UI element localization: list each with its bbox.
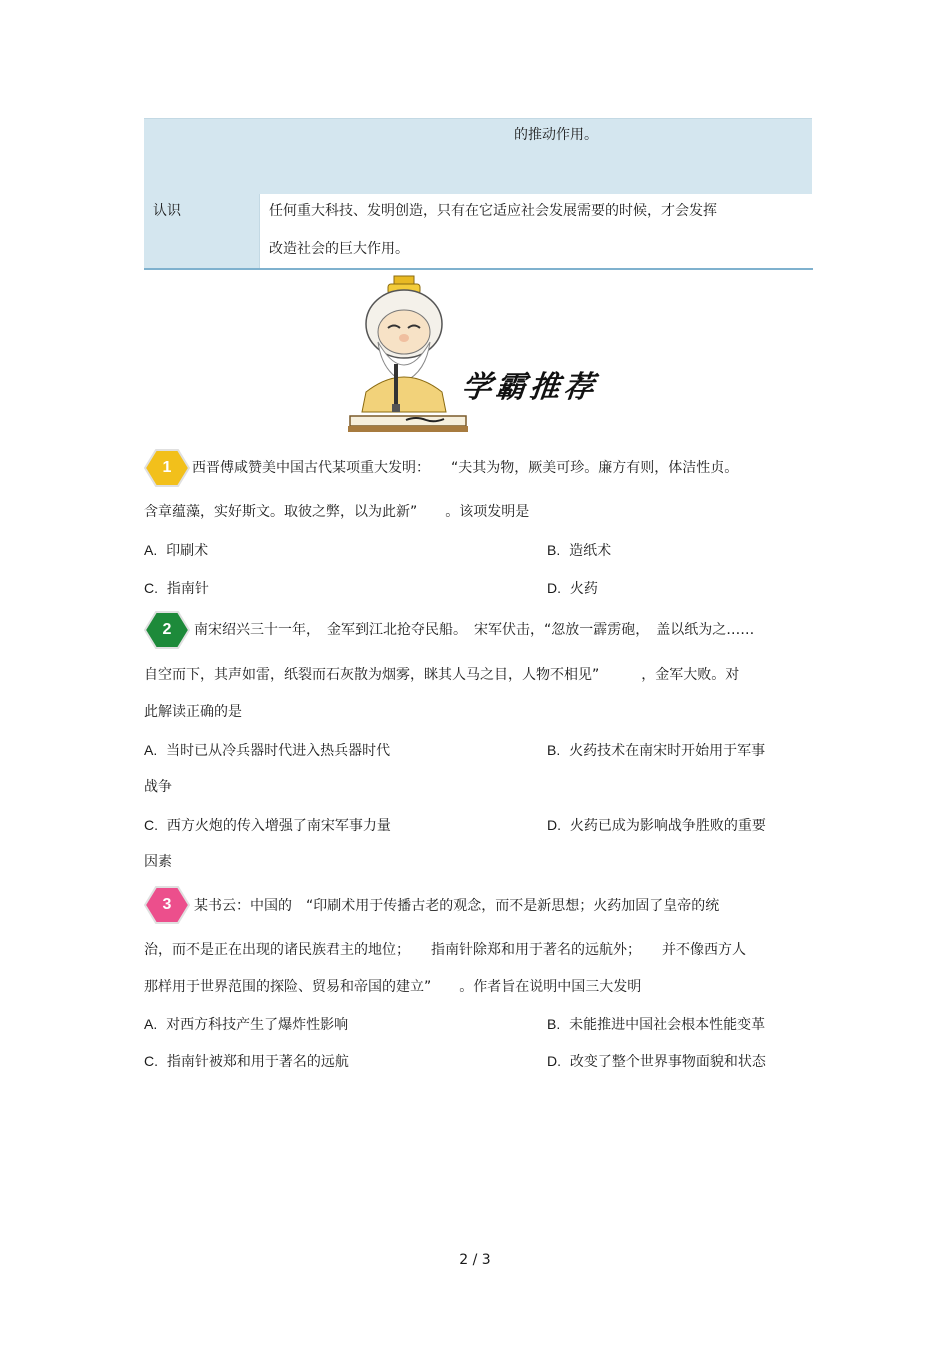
option-letter: D. — [547, 580, 561, 596]
table-divider — [259, 194, 260, 268]
page-number: 2 / 3 — [459, 1252, 491, 1268]
option-text: 对西方科技产生了爆炸性影响 — [166, 1017, 349, 1033]
table-label: 认识 — [153, 203, 181, 219]
option-text: 造纸术 — [569, 543, 612, 559]
option-a — [144, 540, 208, 561]
option-d — [547, 1051, 766, 1072]
scholar-mascot-image — [348, 272, 468, 436]
question-1-line-2: 含章蕴藻，实好斯文。取彼之弊，以为此新” 。该项发明是 — [144, 504, 530, 520]
table-cell-text: 的推动作用。 — [514, 127, 598, 143]
question-number: 3 — [162, 896, 172, 913]
option-text: 指南针 — [166, 581, 209, 597]
option-letter: B. — [547, 742, 561, 758]
option-a — [144, 740, 390, 761]
option-letter: A. — [144, 742, 158, 758]
option-d — [547, 815, 766, 836]
option-letter: C. — [144, 1053, 158, 1069]
table-cell-line-1: 任何重大科技、发明创造，只有在它适应社会发展需要的时候，才会发挥 — [269, 203, 717, 219]
question-number: 1 — [162, 459, 172, 476]
option-text: 未能推进中国社会根本性能变革 — [569, 1017, 766, 1033]
question-3-line-1: 某书云：中国的 “印刷术用于传播古老的观念，而不是新思想；火药加固了皇帝的统 — [194, 898, 720, 914]
option-c — [144, 578, 209, 599]
banner-title: 学霸推荐 — [459, 370, 600, 405]
option-b — [547, 1014, 765, 1035]
option-text: 火药技术在南宋时开始用于军事 — [569, 743, 766, 759]
option-letter: D. — [547, 1053, 561, 1069]
option-letter: A. — [144, 542, 158, 558]
option-b — [547, 740, 765, 761]
table-cell-line-2: 改造社会的巨大作用。 — [269, 241, 409, 257]
option-text: 指南针被郑和用于著名的远航 — [166, 1054, 349, 1070]
option-text: 印刷术 — [166, 543, 209, 559]
option-d — [547, 578, 598, 599]
question-number: 2 — [162, 621, 172, 638]
option-letter: C. — [144, 817, 158, 833]
option-text: 改变了整个世界事物面貌和状态 — [569, 1054, 766, 1070]
question-badge-2 — [144, 610, 190, 650]
question-badge-3 — [144, 885, 190, 925]
option-text: 当时已从冷兵器时代进入热兵器时代 — [166, 743, 391, 759]
question-3-line-3: 那样用于世界范围的探险、贸易和帝国的建立” 。作者旨在说明中国三大发明 — [144, 979, 642, 995]
question-2-line-3: 此解读正确的是 — [144, 704, 242, 720]
question-1-line-1: 西晋傅咸赞美中国古代某项重大发明： “夫其为物，厥美可珍。廉方有则，体洁性贞。 — [192, 460, 739, 476]
option-d-continued: 因素 — [144, 854, 172, 870]
option-a — [144, 1014, 348, 1035]
option-c — [144, 815, 391, 836]
option-b — [547, 540, 611, 561]
option-letter: A. — [144, 1016, 158, 1032]
question-2-line-1: 南宋绍兴三十一年， 金军到江北抢夺民船。 宋军伏击，“忽放一霹雳砲， 盖以纸为之…… — [194, 622, 755, 638]
option-text: 西方火炮的传入增强了南宋军事力量 — [166, 818, 391, 834]
option-c — [144, 1051, 349, 1072]
option-text: 火药已成为影响战争胜败的重要 — [569, 818, 766, 834]
option-letter: B. — [547, 1016, 561, 1032]
option-text: 火药 — [569, 581, 598, 597]
option-letter: C. — [144, 580, 158, 596]
option-letter: D. — [547, 817, 561, 833]
question-3-line-2: 治，而不是正在出现的诸民族君主的地位； 指南针除郑和用于著名的远航外； 并不像西方人 — [144, 942, 746, 958]
question-2-line-2: 自空而下，其声如雷，纸裂而石灰散为烟雾，眯其人马之目，人物不相见” ，金军大败。对 — [144, 667, 740, 683]
question-badge-1 — [144, 448, 190, 488]
option-b-continued: 战争 — [144, 779, 172, 795]
table-row-continued — [144, 118, 812, 194]
table-bottom-rule — [144, 268, 813, 270]
option-letter: B. — [547, 542, 561, 558]
